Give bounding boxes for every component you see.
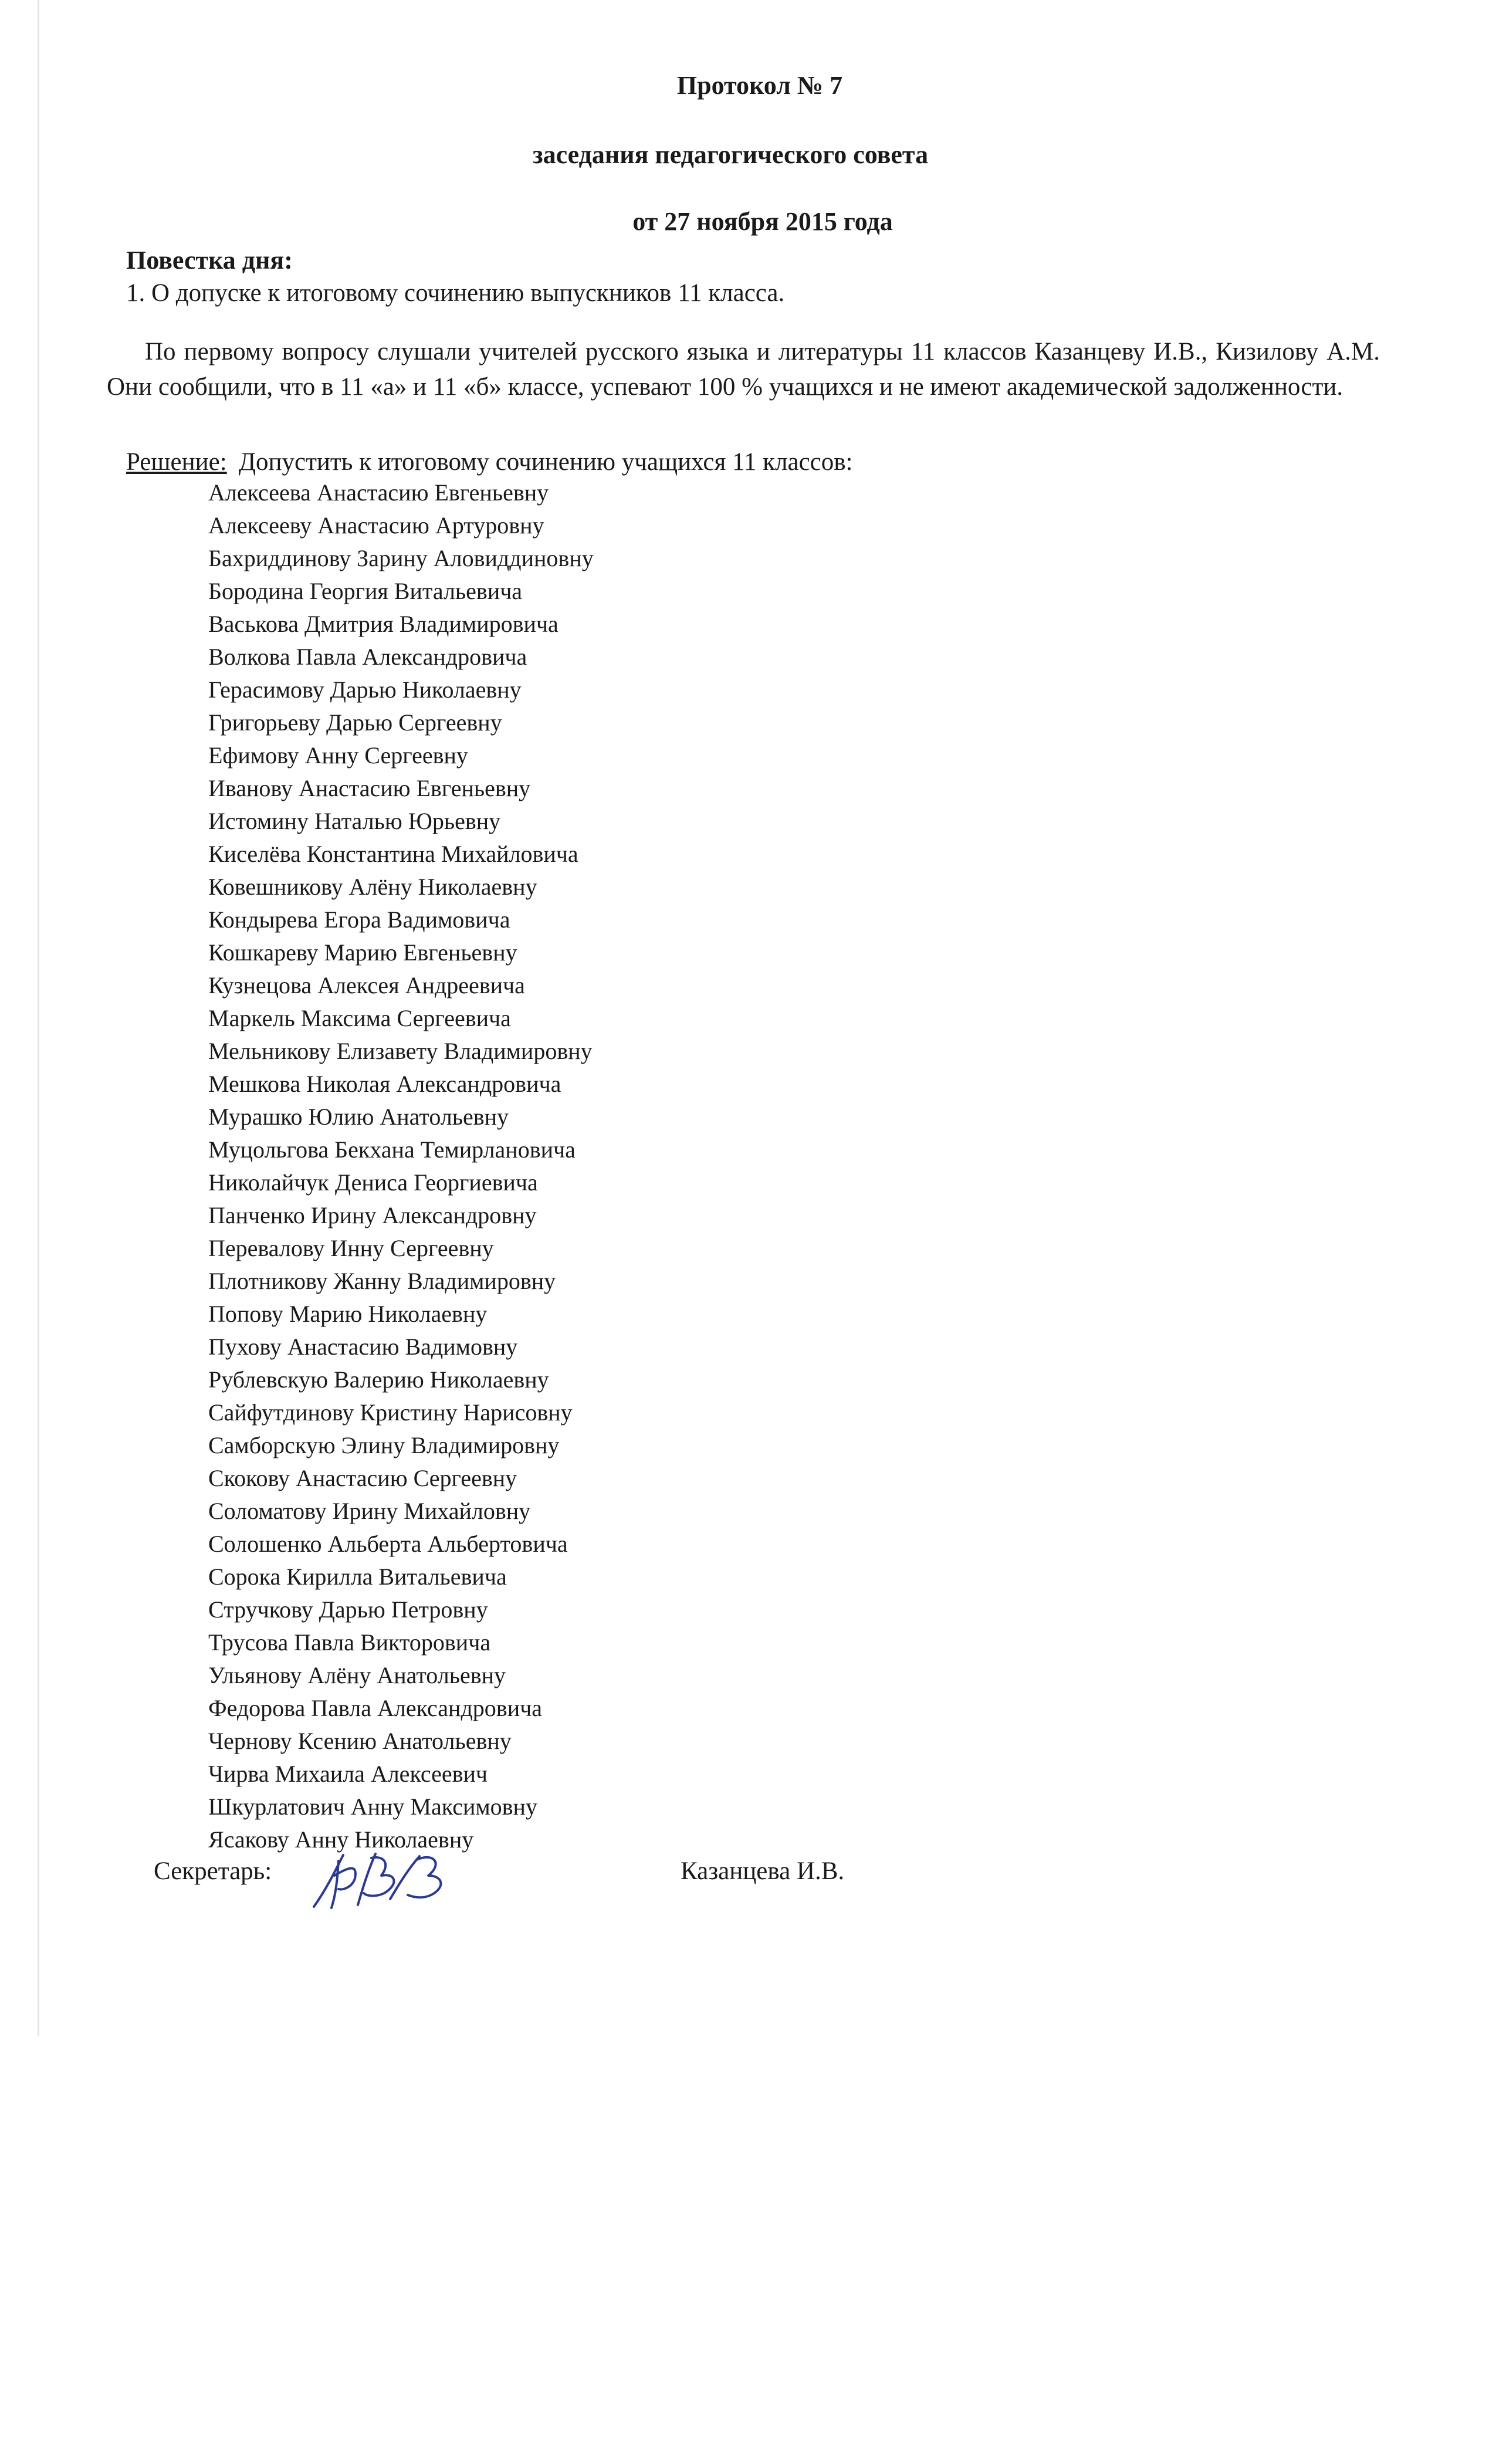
student-name: Плотникову Жанну Владимировну — [208, 1268, 556, 1294]
secretary-label: Секретарь: — [154, 1857, 272, 1885]
student-name: Маркель Максима Сергеевича — [208, 1005, 511, 1031]
student-name: Мешкова Николая Александровича — [208, 1071, 561, 1097]
secretary-name: Казанцева И.В. — [681, 1857, 845, 1885]
student-name: Николайчук Дениса Георгиевича — [208, 1169, 538, 1196]
student-name: Волкова Павла Александровича — [208, 644, 527, 670]
student-name: Ефимову Анну Сергеевну — [208, 742, 468, 769]
discussion-paragraph: По первому вопросу слушали учителей русского языка и литературы 11 классов Казанцеву И.В., Кизилову А.М. Они сообщили, что в 11 «а» и 11 «б» классе, успевают 100 % учащихся и не имеют академической задолженности. — [107, 338, 1380, 401]
student-name: Герасимову Дарью Николаевну — [208, 676, 522, 703]
student-name: Пухову Анастасию Вадимовну — [208, 1333, 518, 1360]
student-name: Соломатову Ирину Михайловну — [208, 1498, 531, 1524]
student-name: Сорока Кирилла Витальевича — [208, 1563, 507, 1590]
document-date: от 27 ноября 2015 года — [632, 207, 893, 236]
student-name: Панченко Ирину Александровну — [208, 1202, 537, 1228]
student-name: Самборскую Элину Владимировну — [208, 1432, 560, 1458]
student-name: Шкурлатович Анну Максимовну — [208, 1793, 537, 1820]
document-title: Протокол № 7 — [676, 71, 843, 100]
student-name: Мельникову Елизавету Владимировну — [208, 1038, 593, 1064]
student-name: Солошенко Альберта Альбертовича — [208, 1531, 568, 1557]
student-name: Стручкову Дарью Петровну — [208, 1596, 488, 1623]
student-name: Мурашко Юлию Анатольевну — [208, 1104, 509, 1130]
student-name: Федорова Павла Александровича — [208, 1695, 542, 1721]
signature-image — [302, 1843, 449, 1914]
decision-label: Решение: — [126, 448, 227, 476]
student-name: Кондырева Егора Вадимовича — [208, 906, 510, 933]
student-name: Ульянову Алёну Анатольевну — [208, 1662, 506, 1688]
student-name: Григорьеву Дарью Сергеевну — [208, 709, 502, 736]
student-list — [208, 476, 1030, 1856]
agenda-heading: Повестка дня: — [126, 246, 293, 275]
student-name: Алексеева Анастасию Евгеньевну — [208, 479, 549, 506]
student-name: Муцольгова Бекхана Темирлановича — [208, 1136, 576, 1163]
decision-text: Допустить к итоговому сочинению учащихся 11 классов: — [238, 448, 853, 476]
student-name: Чернову Ксению Анатольевну — [208, 1728, 512, 1754]
student-name: Иванову Анастасию Евгеньевну — [208, 775, 531, 801]
agenda-item: 1. О допуске к итоговому сочинению выпускников 11 класса. — [126, 279, 785, 307]
decision-line — [126, 446, 853, 479]
student-name: Попову Марию Николаевну — [208, 1301, 488, 1327]
student-name: Ясакову Анну Николаевну — [208, 1826, 474, 1853]
student-name: Рублевскую Валерию Николаевну — [208, 1366, 549, 1393]
student-name: Кошкареву Марию Евгеньевну — [208, 939, 517, 966]
student-name: Истомину Наталью Юрьевну — [208, 808, 501, 834]
student-name: Бахриддинову Зарину Аловиддиновну — [208, 545, 594, 571]
scan-edge-line — [38, 0, 39, 2036]
student-name: Алексееву Анастасию Артуровну — [208, 512, 544, 539]
student-name: Чирва Михаила Алексеевич — [208, 1761, 488, 1787]
student-name: Бородина Георгия Витальевича — [208, 578, 523, 604]
student-name: Скокову Анастасию Сергеевну — [208, 1465, 517, 1491]
student-name: Киселёва Константина Михайловича — [208, 841, 578, 867]
student-name: Васькова Дмитрия Владимировича — [208, 611, 559, 637]
document-subtitle: заседания педагогического совета — [532, 140, 929, 169]
student-name: Сайфутдинову Кристину Нарисовну — [208, 1399, 573, 1426]
student-name: Перевалову Инну Сергеевну — [208, 1235, 494, 1261]
student-name: Кузнецова Алексея Андреевича — [208, 972, 525, 999]
student-name: Ковешникову Алёну Николаевну — [208, 874, 537, 900]
student-name: Трусова Павла Викторовича — [208, 1629, 491, 1656]
